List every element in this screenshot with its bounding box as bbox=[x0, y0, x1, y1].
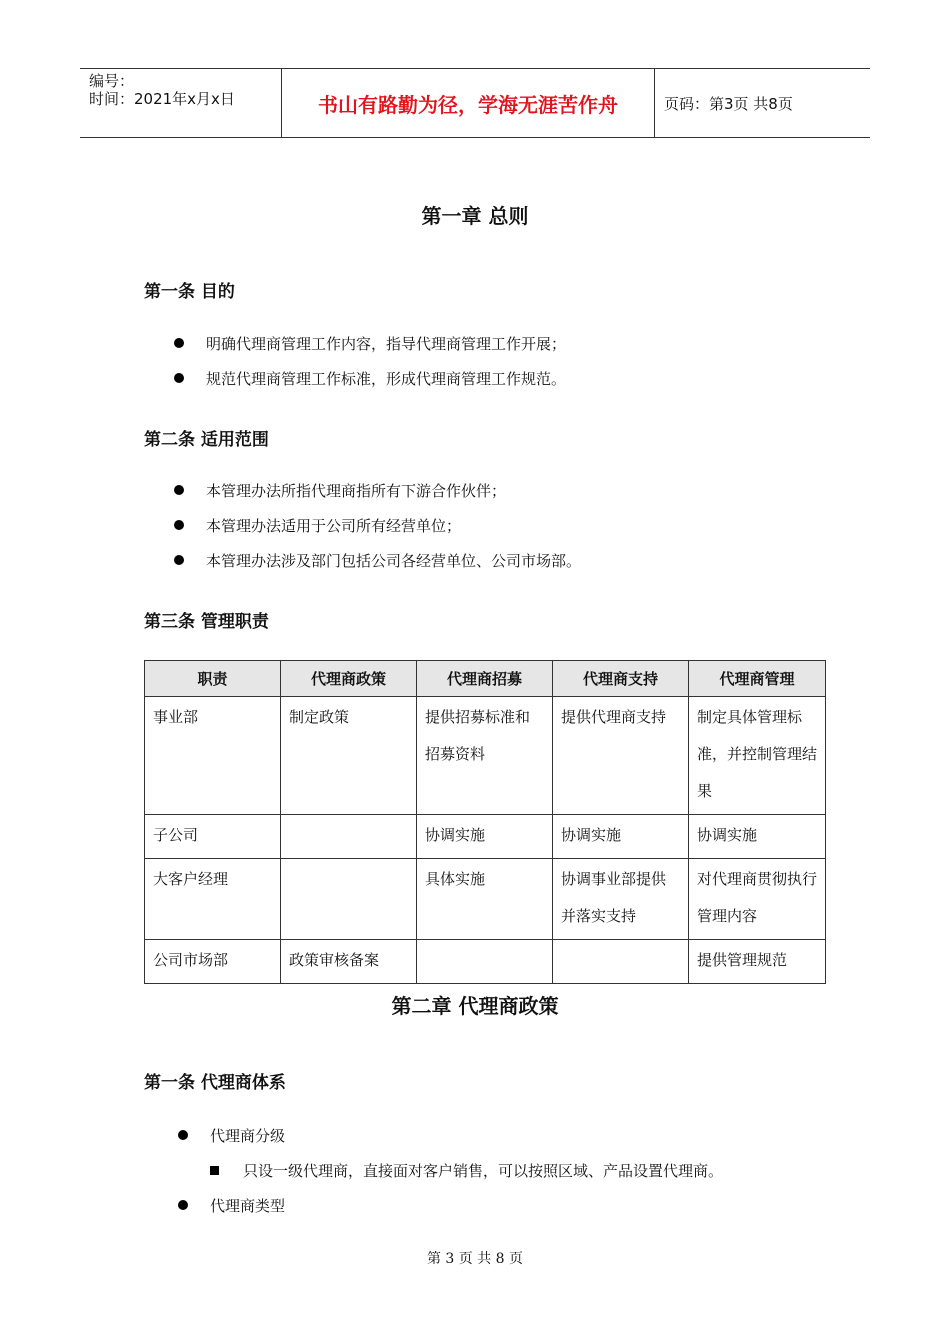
sub-list-item: 只设一级代理商，直接面对客户销售，可以按照区域、产品设置代理商。 bbox=[210, 1160, 723, 1181]
header-page-info: 页码：第3页 共8页 bbox=[664, 95, 793, 113]
list-item: 明确代理商管理工作内容，指导代理商管理工作开展； bbox=[174, 333, 566, 354]
column-header: 代理商招募 bbox=[417, 661, 553, 697]
column-header: 代理商管理 bbox=[689, 661, 826, 697]
chapter-title: 第二章 代理商政策 bbox=[391, 994, 559, 1018]
page-footer: 第 3 页 共 8 页 bbox=[426, 1251, 524, 1267]
square-bullet-icon bbox=[210, 1166, 219, 1175]
bullet-icon bbox=[174, 338, 184, 348]
table-row bbox=[145, 815, 826, 859]
table-cell: 公司市场部 bbox=[145, 940, 281, 984]
list-item: 本管理办法涉及部门包括公司各经营单位、公司市场部。 bbox=[174, 550, 581, 571]
bullet-icon bbox=[178, 1130, 188, 1140]
header-divider bbox=[654, 69, 655, 137]
table-row bbox=[145, 940, 826, 984]
table-cell bbox=[281, 859, 417, 940]
table-header-row bbox=[145, 661, 826, 697]
table-cell: 协调实施 bbox=[553, 815, 689, 859]
header-motto: 书山有路勤为径，学海无涯苦作舟 bbox=[318, 92, 618, 117]
header-number: 编号： bbox=[89, 72, 135, 90]
bullet-icon bbox=[178, 1200, 188, 1210]
article-title: 第一条 代理商体系 bbox=[144, 1073, 286, 1093]
list-item: 本管理办法所指代理商指所有下游合作伙伴； bbox=[174, 480, 506, 501]
table-cell: 大客户经理 bbox=[145, 859, 281, 940]
bullet-icon bbox=[174, 520, 184, 530]
table-cell: 提供招募标准和招募资料 bbox=[417, 697, 553, 815]
table-cell: 政策审核备案 bbox=[281, 940, 417, 984]
table-cell: 对代理商贯彻执行管理内容 bbox=[689, 859, 826, 940]
page-header bbox=[80, 68, 870, 138]
column-header: 代理商支持 bbox=[553, 661, 689, 697]
bullet-icon bbox=[174, 555, 184, 565]
table-row bbox=[145, 697, 826, 815]
list-item: 本管理办法适用于公司所有经营单位； bbox=[174, 515, 461, 536]
table-cell bbox=[281, 815, 417, 859]
table-cell: 提供代理商支持 bbox=[553, 697, 689, 815]
article-title: 第一条 目的 bbox=[144, 282, 235, 302]
table-cell: 制定具体管理标准，并控制管理结果 bbox=[689, 697, 826, 815]
table-cell: 制定政策 bbox=[281, 697, 417, 815]
table-cell: 事业部 bbox=[145, 697, 281, 815]
table-cell bbox=[417, 940, 553, 984]
table-cell: 协调实施 bbox=[689, 815, 826, 859]
column-header: 职责 bbox=[145, 661, 281, 697]
header-time: 时间：2021年x月x日 bbox=[89, 90, 235, 108]
list-item: 代理商分级 bbox=[178, 1125, 285, 1146]
article-title: 第二条 适用范围 bbox=[144, 430, 269, 450]
list-item: 规范代理商管理工作标准，形成代理商管理工作规范。 bbox=[174, 368, 566, 389]
table-cell: 协调实施 bbox=[417, 815, 553, 859]
table-cell bbox=[553, 940, 689, 984]
table-cell: 协调事业部提供并落实支持 bbox=[553, 859, 689, 940]
responsibility-table bbox=[144, 660, 826, 984]
table-row bbox=[145, 859, 826, 940]
bullet-icon bbox=[174, 485, 184, 495]
header-meta bbox=[89, 72, 235, 108]
chapter-title: 第一章 总则 bbox=[421, 204, 529, 228]
column-header: 代理商政策 bbox=[281, 661, 417, 697]
table-cell: 提供管理规范 bbox=[689, 940, 826, 984]
list-item: 代理商类型 bbox=[178, 1195, 285, 1216]
table-cell: 具体实施 bbox=[417, 859, 553, 940]
article-title: 第三条 管理职责 bbox=[144, 612, 269, 632]
table-cell: 子公司 bbox=[145, 815, 281, 859]
bullet-icon bbox=[174, 373, 184, 383]
